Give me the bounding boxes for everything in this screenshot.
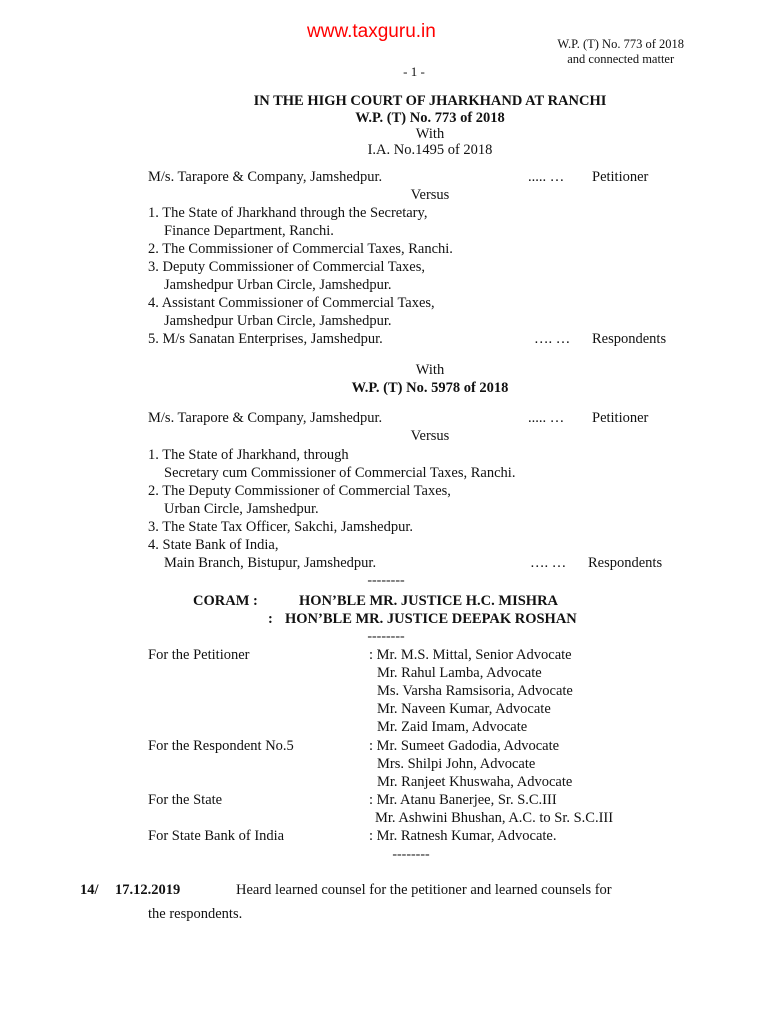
- order-number: 14/: [80, 882, 99, 898]
- case2-respondent-3: 3. The State Tax Officer, Sakchi, Jamshedpur.: [148, 519, 413, 535]
- watermark-text: www.taxguru.in: [307, 21, 436, 42]
- appearance-name: Mr. Rahul Lamba, Advocate: [377, 665, 542, 681]
- case2-respondent-4-cont: Main Branch, Bistupur, Jamshedpur.: [164, 555, 377, 571]
- appearance-name: Ms. Varsha Ramsisoria, Advocate: [377, 683, 573, 699]
- case2-respondents-dots: …. …: [530, 555, 567, 571]
- page-number: - 1 -: [403, 64, 425, 79]
- coram-judge-2: HON’BLE MR. JUSTICE DEEPAK ROSHAN: [285, 611, 577, 627]
- case1-respondent-3-cont: Jamshedpur Urban Circle, Jamshedpur.: [164, 277, 392, 293]
- case1-petitioner-dots: ..... …: [528, 169, 565, 185]
- coram-label: CORAM :: [193, 593, 258, 609]
- case2-respondent-2: 2. The Deputy Commissioner of Commercial Taxes,: [148, 483, 451, 499]
- case1-respondent-1: 1. The State of Jharkhand through the Secretary,: [148, 205, 428, 221]
- appearance-label-respondent-5: For the Respondent No.5: [148, 738, 294, 754]
- case1-respondent-4-cont: Jamshedpur Urban Circle, Jamshedpur.: [164, 313, 392, 329]
- appearance-name: Mrs. Shilpi John, Advocate: [377, 756, 536, 772]
- appearance-name: Mr. Naveen Kumar, Advocate: [377, 701, 551, 717]
- case-reference: [557, 37, 684, 67]
- case1-respondent-3: 3. Deputy Commissioner of Commercial Taxes,: [148, 259, 425, 275]
- separator-3: --------: [392, 847, 430, 862]
- case1-respondent-1-cont: Finance Department, Ranchi.: [164, 223, 334, 239]
- case1-respondents-dots: …. …: [534, 331, 571, 347]
- case2-petitioner-name: M/s. Tarapore & Company, Jamshedpur.: [148, 410, 383, 426]
- order-text-line-1: Heard learned counsel for the petitioner and learned counsels for: [236, 882, 612, 898]
- appearance-name: Mr. Ashwini Bhushan, A.C. to Sr. S.C.III: [375, 810, 614, 826]
- case2-with: With: [415, 362, 445, 378]
- case2-respondent-1-cont: Secretary cum Commissioner of Commercial Taxes, Ranchi.: [164, 465, 516, 481]
- separator-2: --------: [367, 629, 405, 644]
- order-date: 17.12.2019: [115, 882, 181, 898]
- case1-respondent-4: 4. Assistant Commissioner of Commercial Taxes,: [148, 295, 435, 311]
- appearance-name: Mr. Zaid Imam, Advocate: [377, 719, 528, 735]
- appearance-name: Mr. Ranjeet Khuswaha, Advocate: [377, 774, 573, 790]
- coram-judge-1: HON’BLE MR. JUSTICE H.C. MISHRA: [299, 593, 559, 609]
- appearance-name: : Mr. Sumeet Gadodia, Advocate: [369, 738, 560, 754]
- case1-petitioner-name: M/s. Tarapore & Company, Jamshedpur.: [148, 169, 383, 185]
- case1-versus: Versus: [410, 187, 450, 203]
- order-text-line-2: the respondents.: [148, 906, 243, 922]
- case1-ia: I.A. No.1495 of 2018: [367, 142, 493, 158]
- case1-with: With: [415, 126, 445, 142]
- appearance-label-petitioner: For the Petitioner: [148, 647, 250, 663]
- case2-respondent-4: 4. State Bank of India,: [148, 537, 279, 553]
- appearance-name: : Mr. Atanu Banerjee, Sr. S.C.III: [369, 792, 557, 808]
- appearance-name: : Mr. M.S. Mittal, Senior Advocate: [369, 647, 572, 663]
- case2-versus: Versus: [410, 428, 450, 444]
- court-heading: IN THE HIGH COURT OF JHARKHAND AT RANCHI: [253, 93, 607, 109]
- case2-title: W.P. (T) No. 5978 of 2018: [351, 380, 509, 396]
- case1-respondents-role: Respondents: [592, 331, 667, 347]
- coram-colon: :: [268, 611, 273, 627]
- case2-petitioner-dots: ..... …: [528, 410, 565, 426]
- appearance-label-sbi: For State Bank of India: [148, 828, 285, 844]
- case2-respondent-1: 1. The State of Jharkhand, through: [148, 447, 349, 463]
- case1-petitioner-role: Petitioner: [592, 169, 649, 185]
- separator-1: --------: [367, 573, 405, 588]
- case-reference-line2: and connected matter: [567, 52, 675, 66]
- case-reference-line1: W.P. (T) No. 773 of 2018: [557, 37, 684, 51]
- case1-respondent-2: 2. The Commissioner of Commercial Taxes, Ranchi.: [148, 241, 453, 257]
- case2-respondents-role: Respondents: [588, 555, 663, 571]
- case1-respondent-5: 5. M/s Sanatan Enterprises, Jamshedpur.: [148, 331, 383, 347]
- appearance-label-state: For the State: [148, 792, 223, 808]
- case2-petitioner-role: Petitioner: [592, 410, 649, 426]
- case1-title: W.P. (T) No. 773 of 2018: [355, 110, 505, 126]
- case2-respondent-2-cont: Urban Circle, Jamshedpur.: [164, 501, 319, 517]
- appearance-name: : Mr. Ratnesh Kumar, Advocate.: [369, 828, 557, 844]
